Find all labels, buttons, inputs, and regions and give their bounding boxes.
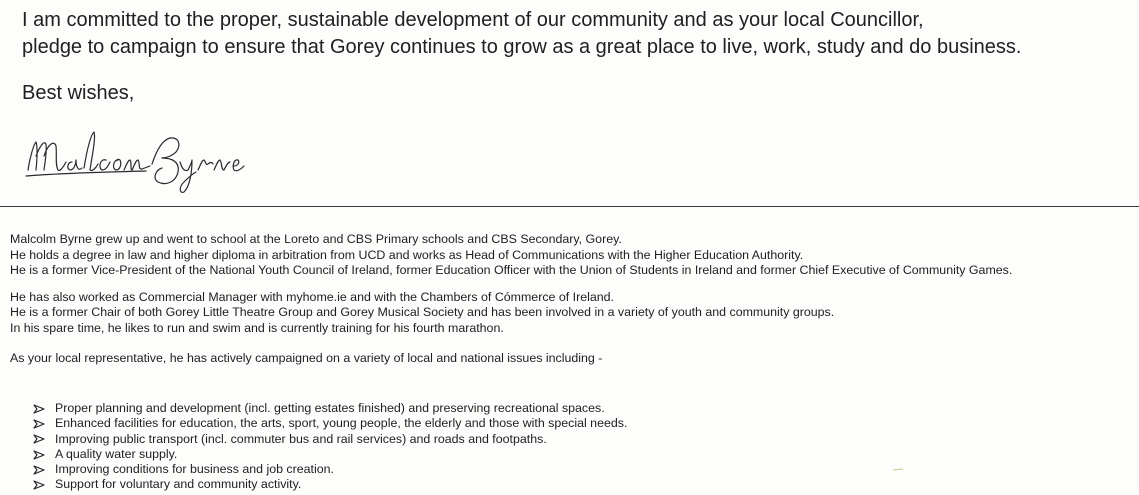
list-item-text: Enhanced facilities for education, the arts, sport, young people, the elderly and those with special needs. — [55, 416, 628, 431]
list-item-text: Improving conditions for business and job creation. — [55, 462, 334, 477]
signature — [20, 126, 250, 198]
list-item — [33, 462, 627, 477]
bio-paragraph-2 — [10, 290, 1012, 337]
arrow-bullet-icon — [33, 419, 55, 429]
intro-statement — [22, 7, 1021, 61]
bio-line: He has also worked as Commercial Manager with myhome.ie and with the Chambers of Cómmerce of Ireland. — [10, 289, 614, 304]
arrow-bullet-icon — [33, 480, 55, 490]
intro-line-1: I am committed to the proper, sustainable development of our community and as your local Councillor, — [22, 9, 924, 31]
list-item — [33, 432, 627, 447]
closing-salutation: Best wishes, — [22, 82, 135, 104]
bio-line: He is a former Chair of both Gorey Little Theatre Group and Gorey Musical Society and has been involved in a variety of youth and community groups. — [10, 305, 835, 319]
arrow-bullet-icon — [33, 434, 55, 444]
intro-line-2: pledge to campaign to ensure that Gorey continues to grow as a great place to live, work, study and do business. — [22, 36, 1022, 58]
list-item-text: Improving public transport (incl. commuter bus and rail services) and roads and footpaths. — [55, 431, 547, 446]
arrow-bullet-icon — [33, 450, 55, 460]
list-item — [33, 416, 627, 431]
issues-intro: As your local representative, he has actively campaigned on a variety of local and national issues including - — [10, 351, 603, 365]
biography — [10, 232, 1012, 336]
list-item — [33, 477, 627, 492]
scan-speck — [893, 468, 903, 471]
section-divider — [0, 206, 1139, 207]
bio-paragraph-1 — [10, 232, 1012, 279]
arrow-bullet-icon — [33, 404, 55, 414]
bio-line: In his spare time, he likes to run and swim and is currently training for his fourth marathon. — [10, 320, 504, 335]
arrow-bullet-icon — [33, 465, 55, 475]
list-item-text: Support for voluntary and community activity. — [55, 477, 302, 492]
list-item-text: Proper planning and development (incl. getting estates finished) and preserving recreational spaces. — [55, 401, 605, 415]
bio-line: Malcolm Byrne grew up and went to school at the Loreto and CBS Primary schools and CBS Secondary, Gorey. — [10, 232, 622, 246]
bio-line: He is a former Vice-President of the National Youth Council of Ireland, former Education Officer with the Union of Students in Ireland and former Chief Executive of Community Games. — [10, 263, 1013, 277]
list-item — [33, 447, 627, 462]
list-item-text: A quality water supply. — [55, 446, 178, 461]
bio-line: He holds a degree in law and higher diploma in arbitration from UCD and works as Head of Communications with the Higher Education Authority. — [10, 247, 804, 262]
issues-list — [33, 401, 627, 493]
list-item — [33, 401, 627, 416]
